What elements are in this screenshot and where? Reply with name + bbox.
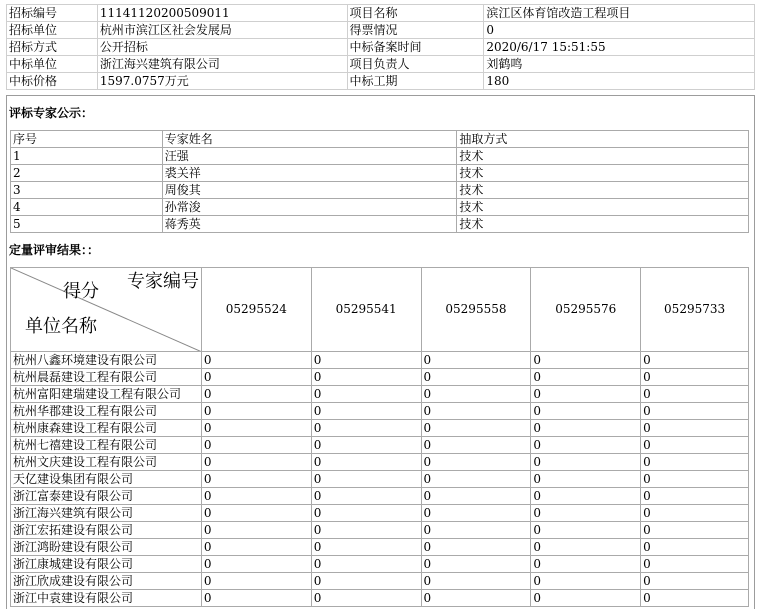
expert-code-header: 05295576 xyxy=(531,268,641,352)
table-cell: 周俊其 xyxy=(162,182,457,199)
score-cell: 0 xyxy=(201,454,311,471)
score-cell: 0 xyxy=(421,454,531,471)
table-row xyxy=(11,454,749,471)
score-cell: 0 xyxy=(311,386,421,403)
score-cell: 0 xyxy=(421,437,531,454)
score-cell: 0 xyxy=(641,471,749,488)
scores-table xyxy=(10,267,749,607)
score-cell: 0 xyxy=(201,352,311,369)
score-cell: 0 xyxy=(641,488,749,505)
table-cell: 5 xyxy=(11,216,163,233)
table-row xyxy=(11,556,749,573)
company-name: 天亿建设集团有限公司 xyxy=(11,471,202,488)
corner-unit-name-label: 单位名称 xyxy=(25,316,97,337)
tender-info-body xyxy=(7,5,755,90)
table-row xyxy=(11,369,749,386)
table-row xyxy=(11,437,749,454)
company-name: 杭州晨磊建设工程有限公司 xyxy=(11,369,202,386)
score-cell: 0 xyxy=(641,522,749,539)
score-cell: 0 xyxy=(531,556,641,573)
expert-code-header: 05295541 xyxy=(311,268,421,352)
company-name: 浙江宏拓建设有限公司 xyxy=(11,522,202,539)
expert-code-header: 05295558 xyxy=(421,268,531,352)
score-cell: 0 xyxy=(311,352,421,369)
results-panel xyxy=(6,95,755,609)
company-name: 杭州康森建设工程有限公司 xyxy=(11,420,202,437)
experts-table-body xyxy=(11,131,749,233)
score-cell: 0 xyxy=(201,505,311,522)
score-cell: 0 xyxy=(641,437,749,454)
corner-expert-code-label: 专家编号 xyxy=(127,271,199,292)
info-value: 公开招标 xyxy=(97,39,347,56)
company-name: 杭州华郡建设工程有限公司 xyxy=(11,403,202,420)
score-cell: 0 xyxy=(311,573,421,590)
score-cell: 0 xyxy=(641,420,749,437)
experts-section-title: 评标专家公示： xyxy=(9,106,94,120)
score-cell: 0 xyxy=(531,352,641,369)
corner-score-label: 得分 xyxy=(63,281,99,302)
info-row xyxy=(7,5,755,22)
score-cell: 0 xyxy=(531,369,641,386)
table-cell: 4 xyxy=(11,199,163,216)
score-cell: 0 xyxy=(531,403,641,420)
score-cell: 0 xyxy=(421,386,531,403)
score-cell: 0 xyxy=(641,539,749,556)
score-cell: 0 xyxy=(311,505,421,522)
table-row xyxy=(11,539,749,556)
score-cell: 0 xyxy=(201,437,311,454)
table-row xyxy=(11,199,749,216)
table-row xyxy=(11,590,749,607)
score-cell: 0 xyxy=(311,403,421,420)
score-cell: 0 xyxy=(641,590,749,607)
score-cell: 0 xyxy=(201,590,311,607)
company-name: 浙江鸿盼建设有限公司 xyxy=(11,539,202,556)
score-cell: 0 xyxy=(531,386,641,403)
table-cell: 裘关祥 xyxy=(162,165,457,182)
score-cell: 0 xyxy=(531,471,641,488)
score-cell: 0 xyxy=(421,488,531,505)
score-cell: 0 xyxy=(311,590,421,607)
info-value: 杭州市滨江区社会发展局 xyxy=(97,22,347,39)
score-cell: 0 xyxy=(311,454,421,471)
score-cell: 0 xyxy=(201,573,311,590)
info-value: 2020/6/17 15:51:55 xyxy=(484,39,755,56)
score-cell: 0 xyxy=(201,369,311,386)
info-value: 刘鹤鸣 xyxy=(484,56,755,73)
table-row xyxy=(11,386,749,403)
score-cell: 0 xyxy=(421,539,531,556)
table-row xyxy=(11,352,749,369)
scores-section-title: 定量评审结果：： xyxy=(9,243,100,257)
score-cell: 0 xyxy=(641,573,749,590)
info-value: 0 xyxy=(484,22,755,39)
info-label: 项目负责人 xyxy=(347,56,484,73)
info-label: 中标工期 xyxy=(347,73,484,90)
table-row xyxy=(11,522,749,539)
company-name: 杭州七禧建设工程有限公司 xyxy=(11,437,202,454)
score-cell: 0 xyxy=(421,556,531,573)
score-cell: 0 xyxy=(311,369,421,386)
score-cell: 0 xyxy=(641,556,749,573)
table-row xyxy=(11,148,749,165)
score-cell: 0 xyxy=(201,420,311,437)
scores-header-row xyxy=(11,268,749,352)
info-row xyxy=(7,22,755,39)
table-row xyxy=(11,165,749,182)
score-cell: 0 xyxy=(311,556,421,573)
score-cell: 0 xyxy=(201,386,311,403)
score-cell: 0 xyxy=(421,505,531,522)
score-cell: 0 xyxy=(641,386,749,403)
score-cell: 0 xyxy=(311,539,421,556)
score-cell: 0 xyxy=(421,420,531,437)
info-row xyxy=(7,73,755,90)
score-cell: 0 xyxy=(201,522,311,539)
score-cell: 0 xyxy=(531,505,641,522)
score-cell: 0 xyxy=(421,352,531,369)
score-cell: 0 xyxy=(421,369,531,386)
score-cell: 0 xyxy=(311,420,421,437)
info-label: 中标单位 xyxy=(7,56,98,73)
table-row xyxy=(11,216,749,233)
table-row xyxy=(11,573,749,590)
score-cell: 0 xyxy=(421,573,531,590)
scores-table-body xyxy=(11,268,749,607)
score-expert-corner-cell xyxy=(11,268,202,352)
table-cell: 技术 xyxy=(457,148,749,165)
info-value: 浙江海兴建筑有限公司 xyxy=(97,56,347,73)
table-cell: 技术 xyxy=(457,199,749,216)
info-value: 滨江区体育馆改造工程项目 xyxy=(484,5,755,22)
experts-table xyxy=(10,130,749,233)
score-cell: 0 xyxy=(641,403,749,420)
score-cell: 0 xyxy=(201,488,311,505)
table-cell: 2 xyxy=(11,165,163,182)
score-cell: 0 xyxy=(421,471,531,488)
score-cell: 0 xyxy=(531,522,641,539)
expert-code-header: 05295524 xyxy=(201,268,311,352)
column-header: 序号 xyxy=(11,131,163,148)
score-cell: 0 xyxy=(311,471,421,488)
tender-info-table xyxy=(6,4,755,90)
score-cell: 0 xyxy=(421,403,531,420)
score-cell: 0 xyxy=(531,437,641,454)
score-cell: 0 xyxy=(641,454,749,471)
score-cell: 0 xyxy=(311,522,421,539)
table-cell: 蒋秀英 xyxy=(162,216,457,233)
score-cell: 0 xyxy=(641,369,749,386)
score-cell: 0 xyxy=(641,505,749,522)
company-name: 浙江富泰建设有限公司 xyxy=(11,488,202,505)
info-label: 得票情况 xyxy=(347,22,484,39)
score-cell: 0 xyxy=(201,556,311,573)
score-cell: 0 xyxy=(421,590,531,607)
score-cell: 0 xyxy=(421,522,531,539)
info-label: 招标编号 xyxy=(7,5,98,22)
table-cell: 技术 xyxy=(457,216,749,233)
table-cell: 1 xyxy=(11,148,163,165)
score-cell: 0 xyxy=(531,573,641,590)
table-cell: 汪强 xyxy=(162,148,457,165)
score-cell: 0 xyxy=(201,539,311,556)
company-name: 浙江海兴建筑有限公司 xyxy=(11,505,202,522)
table-row xyxy=(11,471,749,488)
info-row xyxy=(7,56,755,73)
score-cell: 0 xyxy=(531,539,641,556)
table-row xyxy=(11,182,749,199)
column-header: 抽取方式 xyxy=(457,131,749,148)
score-cell: 0 xyxy=(641,352,749,369)
info-row xyxy=(7,39,755,56)
table-cell: 3 xyxy=(11,182,163,199)
column-header: 专家姓名 xyxy=(162,131,457,148)
info-value: 11141120200509011 xyxy=(97,5,347,22)
score-cell: 0 xyxy=(531,420,641,437)
table-row xyxy=(11,403,749,420)
company-name: 浙江康城建设有限公司 xyxy=(11,556,202,573)
info-label: 中标备案时间 xyxy=(347,39,484,56)
info-label: 招标方式 xyxy=(7,39,98,56)
score-cell: 0 xyxy=(201,471,311,488)
expert-code-header: 05295733 xyxy=(641,268,749,352)
table-cell: 孙常浚 xyxy=(162,199,457,216)
score-cell: 0 xyxy=(311,437,421,454)
info-label: 招标单位 xyxy=(7,22,98,39)
score-cell: 0 xyxy=(531,454,641,471)
score-cell: 0 xyxy=(531,488,641,505)
info-label: 中标价格 xyxy=(7,73,98,90)
table-row xyxy=(11,420,749,437)
table-row xyxy=(11,488,749,505)
company-name: 浙江欣成建设有限公司 xyxy=(11,573,202,590)
company-name: 浙江中袁建设有限公司 xyxy=(11,590,202,607)
company-name: 杭州文庆建设工程有限公司 xyxy=(11,454,202,471)
table-cell: 技术 xyxy=(457,182,749,199)
company-name: 杭州富阳建瑞建设工程有限公司 xyxy=(11,386,202,403)
table-row xyxy=(11,505,749,522)
info-value: 180 xyxy=(484,73,755,90)
table-cell: 技术 xyxy=(457,165,749,182)
score-cell: 0 xyxy=(531,590,641,607)
score-cell: 0 xyxy=(311,488,421,505)
score-cell: 0 xyxy=(201,403,311,420)
experts-header-row xyxy=(11,131,749,148)
company-name: 杭州八鑫环境建设有限公司 xyxy=(11,352,202,369)
info-value: 1597.0757万元 xyxy=(97,73,347,90)
info-label: 项目名称 xyxy=(347,5,484,22)
